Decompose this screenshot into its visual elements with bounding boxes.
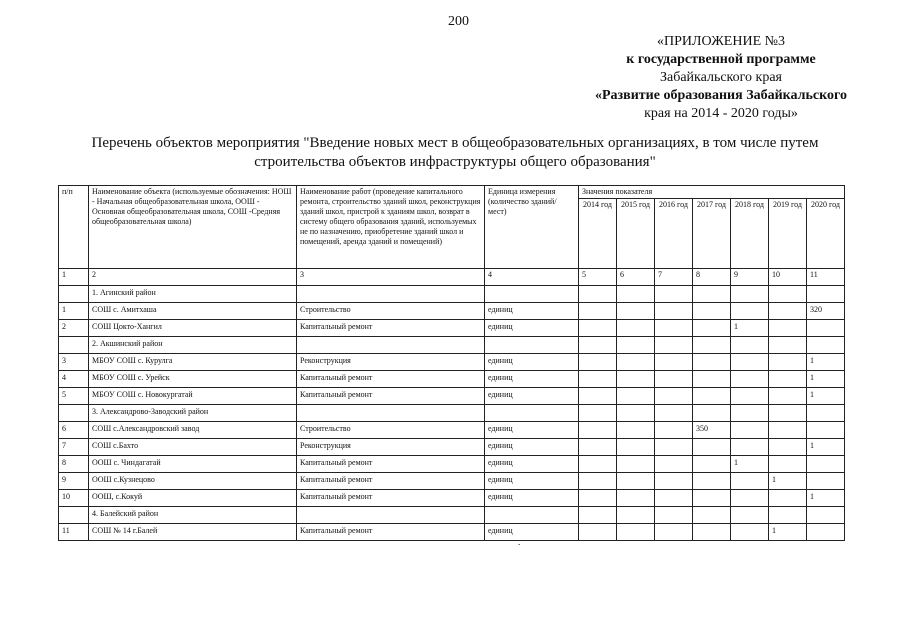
cell-empty (617, 337, 655, 354)
cell-value (579, 354, 617, 371)
column-number: 10 (769, 269, 807, 286)
cell-unit: единиц (485, 320, 579, 337)
cell-empty (579, 507, 617, 524)
cell-num (59, 286, 89, 303)
cell-object: ООШ с. Чиндагатай (89, 456, 297, 473)
cell-value (655, 524, 693, 541)
cell-unit: единиц (485, 371, 579, 388)
cell-object: СОШ с.Бахто (89, 439, 297, 456)
cell-value (655, 371, 693, 388)
cell-value: 1 (769, 473, 807, 490)
cell-empty (693, 405, 731, 422)
section-name: 1. Агинский район (89, 286, 297, 303)
header-row (59, 186, 845, 199)
section-name: 2. Акшинский район (89, 337, 297, 354)
cell-value (579, 524, 617, 541)
cell-empty (693, 286, 731, 303)
cell-object: СОШ с. Амитхаша (89, 303, 297, 320)
cell-value: 1 (807, 439, 845, 456)
header-work: Наименование работ (проведение капитального ремонта, строительство зданий школ, реконструкция зданий школ, пристрой к зданиям школ, возврат в систему общего образования зданий, используемых не по назначению, приобретение зданий школ и помещений, аренда зданий и помещений) (297, 186, 485, 269)
header-year-2014: 2014 год (579, 199, 617, 269)
appendix-line-5: края на 2014 - 2020 годы» (644, 106, 798, 121)
cell-value: 1 (807, 371, 845, 388)
cell-value (769, 371, 807, 388)
table-row (59, 422, 845, 439)
cell-work: Реконструкция (297, 354, 485, 371)
cell-value (655, 490, 693, 507)
cell-value (693, 524, 731, 541)
cell-value (617, 354, 655, 371)
cell-value (579, 371, 617, 388)
column-number: 1 (59, 269, 89, 286)
table-row (59, 473, 845, 490)
cell-value (655, 456, 693, 473)
cell-unit: единиц (485, 354, 579, 371)
column-number: 7 (655, 269, 693, 286)
cell-empty (655, 337, 693, 354)
cell-empty (693, 337, 731, 354)
cell-work: Строительство (297, 303, 485, 320)
cell-empty (693, 507, 731, 524)
cell-empty (731, 286, 769, 303)
cell-value: 1 (731, 320, 769, 337)
cell-value (807, 456, 845, 473)
cell-value (655, 422, 693, 439)
cell-object: МБОУ СОШ с. Курулга (89, 354, 297, 371)
cell-work: Капитальный ремонт (297, 473, 485, 490)
cell-value (617, 320, 655, 337)
cell-work: Капитальный ремонт (297, 490, 485, 507)
cell-value (655, 303, 693, 320)
cell-empty (617, 286, 655, 303)
cell-value (579, 473, 617, 490)
cell-unit: единиц (485, 456, 579, 473)
cell-num: 1 (59, 303, 89, 320)
appendix-block (590, 33, 852, 123)
cell-work: Капитальный ремонт (297, 320, 485, 337)
cell-value (693, 371, 731, 388)
section-row (59, 337, 845, 354)
cell-value (617, 456, 655, 473)
cell-value (769, 490, 807, 507)
column-number: 2 (89, 269, 297, 286)
cell-empty (617, 507, 655, 524)
cell-value (731, 490, 769, 507)
header-year-2018: 2018 год (731, 199, 769, 269)
cell-value (617, 371, 655, 388)
cell-value (617, 303, 655, 320)
cell-unit: единиц (485, 524, 579, 541)
cell-value (693, 439, 731, 456)
cell-empty (579, 286, 617, 303)
cell-object: МБОУ СОШ с. Новокургатай (89, 388, 297, 405)
cell-value: 1 (731, 456, 769, 473)
cell-num: 11 (59, 524, 89, 541)
cell-empty (485, 286, 579, 303)
scan-dot: . (518, 537, 521, 547)
cell-value (731, 388, 769, 405)
table-row (59, 490, 845, 507)
cell-num: 4 (59, 371, 89, 388)
header-year-2019: 2019 год (769, 199, 807, 269)
cell-unit: единиц (485, 439, 579, 456)
appendix-line-3: Забайкальского края (659, 70, 782, 85)
cell-value: 350 (693, 422, 731, 439)
column-number: 11 (807, 269, 845, 286)
cell-value (693, 473, 731, 490)
cell-object: ООШ, с.Кокуй (89, 490, 297, 507)
column-numbers-row (59, 269, 845, 286)
page-number: 200 (448, 14, 469, 29)
cell-empty (297, 405, 485, 422)
column-number: 6 (617, 269, 655, 286)
cell-object: СОШ Цокто-Хангил (89, 320, 297, 337)
cell-empty (731, 337, 769, 354)
appendix-line-2: к государственной программе (626, 52, 816, 67)
section-row (59, 286, 845, 303)
column-number: 5 (579, 269, 617, 286)
cell-work: Капитальный ремонт (297, 388, 485, 405)
cell-empty (617, 405, 655, 422)
cell-value (579, 388, 617, 405)
cell-value (617, 490, 655, 507)
title-line-2: строительства объектов инфраструктуры общего образования" (254, 154, 656, 170)
cell-work: Капитальный ремонт (297, 371, 485, 388)
cell-object: МБОУ СОШ с. Урейск (89, 371, 297, 388)
cell-empty (297, 337, 485, 354)
cell-value (655, 439, 693, 456)
cell-value (655, 320, 693, 337)
table-row (59, 388, 845, 405)
cell-empty (655, 286, 693, 303)
appendix-line-4: «Развитие образования Забайкальского (594, 88, 847, 103)
cell-value (693, 388, 731, 405)
table-row (59, 439, 845, 456)
table-row (59, 354, 845, 371)
cell-empty (769, 286, 807, 303)
cell-object: СОШ с.Александровский завод (89, 422, 297, 439)
cell-value (693, 354, 731, 371)
cell-empty (297, 507, 485, 524)
cell-num: 7 (59, 439, 89, 456)
column-number: 4 (485, 269, 579, 286)
section-row (59, 507, 845, 524)
cell-num (59, 405, 89, 422)
cell-num: 5 (59, 388, 89, 405)
column-number: 3 (297, 269, 485, 286)
table-row (59, 524, 845, 541)
cell-value (693, 490, 731, 507)
cell-value (693, 456, 731, 473)
cell-empty (807, 337, 845, 354)
cell-unit: единиц (485, 473, 579, 490)
cell-empty (579, 405, 617, 422)
cell-empty (579, 337, 617, 354)
document-title (60, 134, 850, 172)
cell-value (807, 422, 845, 439)
cell-value (731, 473, 769, 490)
cell-unit: единиц (485, 422, 579, 439)
cell-value (769, 439, 807, 456)
cell-empty (807, 507, 845, 524)
cell-value: 320 (807, 303, 845, 320)
title-line-1: Перечень объектов мероприятия "Введение новых мест в общеобразовательных организациях, в том числе путем (91, 135, 819, 151)
cell-num: 9 (59, 473, 89, 490)
cell-empty (655, 405, 693, 422)
table-row (59, 456, 845, 473)
cell-value (579, 320, 617, 337)
header-year-2016: 2016 год (655, 199, 693, 269)
cell-value (693, 320, 731, 337)
cell-object: СОШ № 14 г.Балей (89, 524, 297, 541)
cell-empty (485, 405, 579, 422)
appendix-line-1: «ПРИЛОЖЕНИЕ №3 (657, 34, 785, 49)
cell-empty (769, 507, 807, 524)
cell-value (655, 388, 693, 405)
cell-value (693, 303, 731, 320)
cell-value (731, 422, 769, 439)
cell-empty (731, 405, 769, 422)
cell-value (807, 473, 845, 490)
cell-value (617, 439, 655, 456)
table-row (59, 320, 845, 337)
cell-value (579, 456, 617, 473)
column-number: 9 (731, 269, 769, 286)
cell-empty (297, 286, 485, 303)
cell-work: Реконструкция (297, 439, 485, 456)
cell-value (731, 371, 769, 388)
cell-value (617, 422, 655, 439)
cell-value (731, 303, 769, 320)
cell-value (617, 473, 655, 490)
cell-empty (655, 507, 693, 524)
cell-value (579, 439, 617, 456)
table-row (59, 303, 845, 320)
cell-value (731, 524, 769, 541)
header-object: Наименование объекта (используемые обозначения: НОШ - Начальная общеобразовательная школа, ООШ - Основная общеобразовательная школа, СОШ -Средняя общеобразовательная школа) (89, 186, 297, 269)
cell-value (655, 473, 693, 490)
cell-value (655, 354, 693, 371)
section-row (59, 405, 845, 422)
cell-unit: единиц (485, 490, 579, 507)
cell-value: 1 (807, 490, 845, 507)
cell-value (769, 320, 807, 337)
cell-value (807, 320, 845, 337)
cell-unit: единиц (485, 388, 579, 405)
cell-value (579, 422, 617, 439)
cell-empty (807, 286, 845, 303)
cell-num (59, 337, 89, 354)
cell-value: 1 (807, 354, 845, 371)
cell-value (731, 354, 769, 371)
cell-work: Строительство (297, 422, 485, 439)
section-name: 3. Александрово-Заводский район (89, 405, 297, 422)
cell-num: 8 (59, 456, 89, 473)
cell-value (769, 303, 807, 320)
cell-empty (485, 507, 579, 524)
header-year-2017: 2017 год (693, 199, 731, 269)
header-unit: Единица измерения (количество зданий/мест) (485, 186, 579, 269)
cell-value (731, 439, 769, 456)
cell-value: 1 (769, 524, 807, 541)
header-values: Значения показателя (579, 186, 845, 199)
column-number: 8 (693, 269, 731, 286)
cell-num: 6 (59, 422, 89, 439)
cell-value (769, 456, 807, 473)
cell-num: 10 (59, 490, 89, 507)
cell-value (769, 422, 807, 439)
cell-value (579, 490, 617, 507)
table-row (59, 371, 845, 388)
header-num: п/п (59, 186, 89, 269)
header-year-2015: 2015 год (617, 199, 655, 269)
cell-empty (807, 405, 845, 422)
cell-empty (769, 337, 807, 354)
cell-empty (731, 507, 769, 524)
cell-empty (485, 337, 579, 354)
cell-value (807, 524, 845, 541)
cell-value (769, 354, 807, 371)
cell-value (579, 303, 617, 320)
cell-num (59, 507, 89, 524)
objects-table (58, 185, 845, 541)
cell-num: 2 (59, 320, 89, 337)
cell-value: 1 (807, 388, 845, 405)
cell-object: ООШ с.Кузнецово (89, 473, 297, 490)
section-name: 4. Балейский район (89, 507, 297, 524)
cell-value (617, 388, 655, 405)
header-year-2020: 2020 год (807, 199, 845, 269)
cell-unit: единиц (485, 303, 579, 320)
cell-empty (769, 405, 807, 422)
cell-work: Капитальный ремонт (297, 524, 485, 541)
cell-work: Капитальный ремонт (297, 456, 485, 473)
cell-value (617, 524, 655, 541)
cell-value (769, 388, 807, 405)
cell-num: 3 (59, 354, 89, 371)
